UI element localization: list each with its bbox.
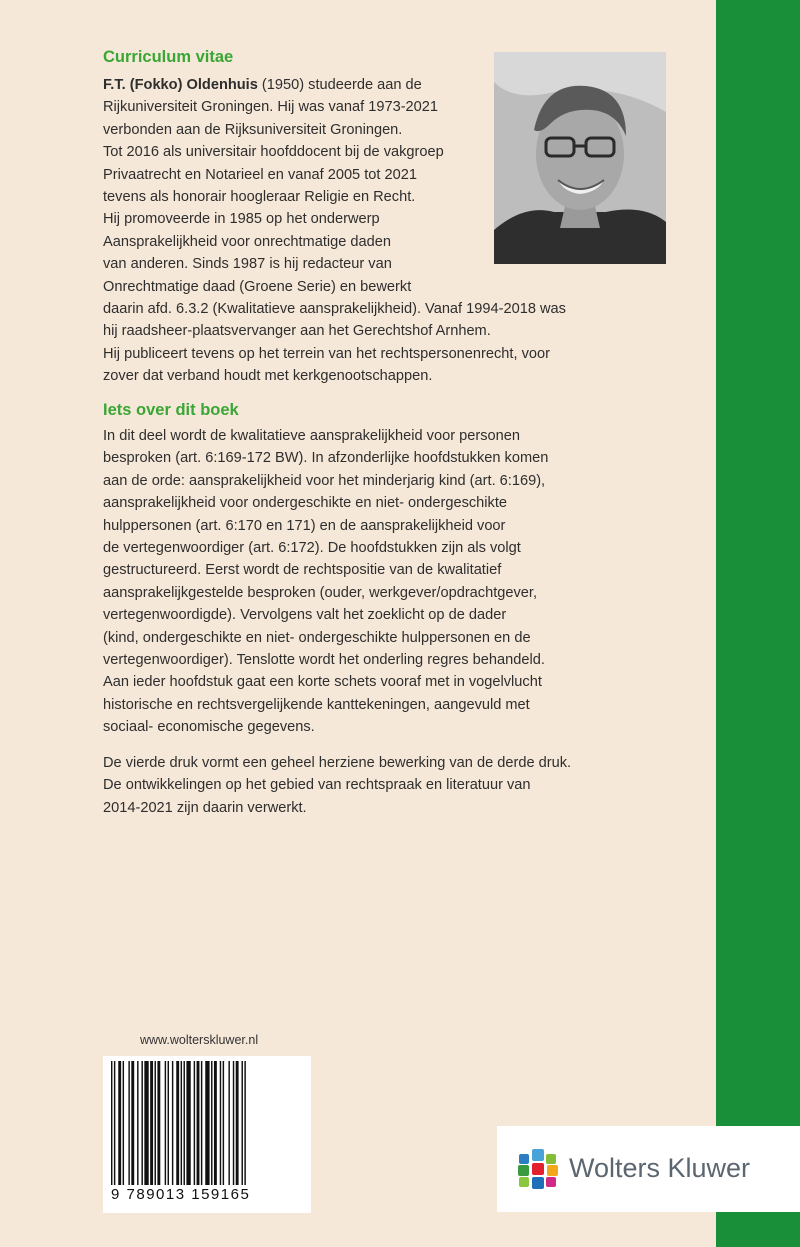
book-line: Aan ieder hoofdstuk gaat een korte schets vooraf met in vogelvlucht (103, 674, 542, 691)
cv-heading: Curriculum vitae (103, 48, 234, 66)
publisher-website: www.wolterskluwer.nl (140, 1033, 259, 1047)
book-description (103, 425, 548, 739)
barcode-bar (144, 1061, 148, 1185)
barcode-bar (172, 1061, 173, 1185)
barcode-bar (128, 1061, 129, 1185)
edition-line: 2014-2021 zijn daarin verwerkt. (103, 799, 307, 816)
barcode-bar (223, 1061, 224, 1185)
cv-line: daarin afd. 6.3.2 (Kwalitatieve aansprakelijkheid). Vanaf 1994-2018 was (103, 301, 566, 318)
cv-line: verbonden aan de Rijksuniversiteit Groningen. (103, 121, 403, 138)
barcode-bar (123, 1061, 124, 1185)
book-heading: Iets over dit boek (103, 401, 239, 419)
book-line: gestructureerd. Eerst wordt de rechtspositie van de kwalitatief (103, 562, 502, 579)
book-line: In dit deel wordt de kwalitatieve aansprakelijkheid voor personen (103, 428, 520, 444)
barcode-bar (242, 1061, 243, 1185)
wolters-kluwer-logo-icon (517, 1148, 559, 1190)
book-line: de vertegenwoordiger (art. 6:172). De hoofdstukken zijn als volgt (103, 540, 521, 557)
edition-note (103, 752, 571, 819)
cv-line: Rijkuniversiteit Groningen. Hij was vanaf 1973-2021 (103, 99, 439, 116)
barcode-bar (228, 1061, 229, 1185)
barcode-bar (211, 1061, 212, 1185)
publisher-logo (497, 1126, 800, 1212)
barcode-bar (220, 1061, 221, 1185)
cv-line: tevens als honorair hoogleraar Religie en Recht. (103, 189, 416, 206)
barcode-bar (186, 1061, 190, 1185)
cv-line: hij raadsheer-plaatsvervanger aan het Gerechtshof Arnhem. (103, 323, 491, 340)
barcode-bar (205, 1061, 209, 1185)
cover-spine-band (716, 0, 800, 1247)
barcode-bar (168, 1061, 169, 1185)
barcode-bar (137, 1061, 138, 1185)
barcode-bar (244, 1061, 245, 1185)
edition-line: De vierde druk vormt een geheel herziene bewerking van de derde druk. (103, 755, 572, 771)
barcode-bar (184, 1061, 185, 1185)
barcode-bar (233, 1061, 234, 1185)
book-line: vertegenwoordigde). Vervolgens valt het zoeklicht op de dader (103, 607, 507, 624)
edition-line: De ontwikkelingen op het gebied van rechtspraak en literatuur van (103, 777, 531, 794)
book-line: vertegenwoordiger). Tenslotte wordt het onderling regres behandeld. (103, 652, 545, 669)
book-line: aansprakelijkgestelde besproken (ouder, werkgever/opdrachtgever, (103, 584, 538, 601)
cv-body (103, 74, 566, 388)
barcode-bar (214, 1061, 217, 1185)
book-line: aansprakelijkheid voor ondergeschikte en niet- ondergeschikte (103, 495, 508, 512)
barcode-bar (197, 1061, 200, 1185)
book-line: historische en rechtsvergelijkende kanttekeningen, aangevuld met (103, 696, 530, 713)
publisher-name: Wolters Kluwer (569, 1153, 751, 1183)
isbn-number: 9 789013 159165 (111, 1186, 251, 1203)
cv-line: zover dat verband houdt met kerkgenootschappen. (103, 368, 433, 385)
barcode-bar (236, 1061, 239, 1185)
cv-line: Hij promoveerde in 1985 op het onderwerp (103, 211, 380, 228)
barcode-bar (131, 1061, 134, 1185)
barcode-bar (194, 1061, 195, 1185)
author-name: F.T. (Fokko) Oldenhuis (103, 77, 258, 93)
book-line: sociaal- economische gegevens. (103, 719, 315, 736)
cv-line: van anderen. Sinds 1987 is hij redacteur van (103, 256, 392, 273)
cv-line: Tot 2016 als universitair hoofddocent bij de vakgroep (103, 144, 444, 161)
cv-line: Onrechtmatige daad (Groene Serie) en bewerkt (103, 278, 412, 295)
barcode-bar (150, 1061, 153, 1185)
barcode-bar (201, 1061, 202, 1185)
barcode-bar (114, 1061, 115, 1185)
book-line: aan de orde: aansprakelijkheid voor het minderjarig kind (art. 6:169), (103, 472, 546, 489)
cv-line: Privaatrecht en Notarieel en vanaf 2005 tot 2021 (103, 166, 417, 183)
barcode-bar (157, 1061, 160, 1185)
barcode-bar (181, 1061, 182, 1185)
barcode-bar (155, 1061, 156, 1185)
barcode-bars (109, 1061, 305, 1185)
book-line: hulppersonen (art. 6:170 en 171) en de aansprakelijkheid voor (103, 517, 506, 534)
barcode-bar (111, 1061, 112, 1185)
isbn-barcode (103, 1056, 311, 1213)
book-line: (kind, ondergeschikte en niet- ondergeschikte hulppersonen en de (103, 629, 531, 646)
cv-line: Hij publiceert tevens op het terrein van het rechtspersonenrecht, voor (103, 345, 550, 362)
barcode-bar (141, 1061, 142, 1185)
author-birth-year-text: (1950) studeerde aan de (257, 77, 422, 93)
barcode-bar (165, 1061, 166, 1185)
barcode-bar (118, 1061, 121, 1185)
cv-line: Aansprakelijkheid voor onrechtmatige daden (103, 233, 391, 250)
barcode-bar (176, 1061, 179, 1185)
cv-first-line (103, 74, 566, 96)
book-line: besproken (art. 6:169-172 BW). In afzonderlijke hoofdstukken komen (103, 450, 549, 467)
